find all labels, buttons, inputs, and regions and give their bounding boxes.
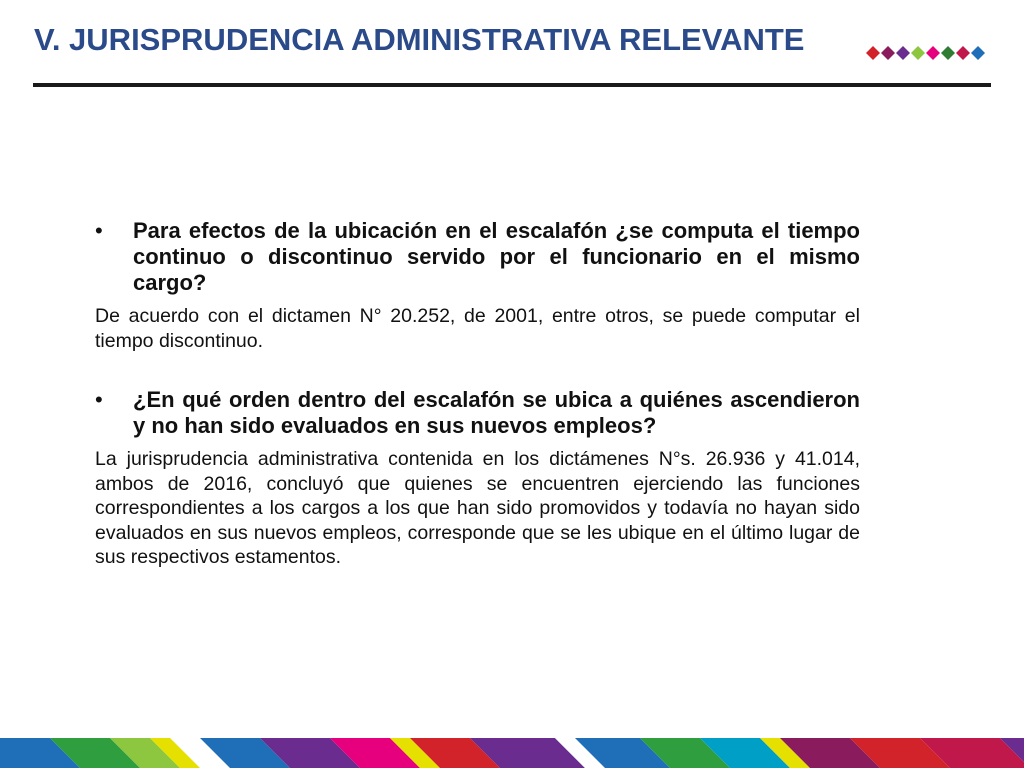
answer-1: De acuerdo con el dictamen N° 20.252, de 2001, entre otros, se puede computar el tiempo discontinuo. bbox=[95, 305, 860, 352]
bullet-item-2 bbox=[95, 387, 860, 439]
question-2: ¿En qué orden dentro del escalafón se ubica a quiénes ascendieron y no han sido evaluados en sus nuevos empleos? bbox=[133, 387, 860, 438]
slide-content bbox=[95, 218, 860, 570]
diamond-mark bbox=[926, 46, 940, 60]
answer-2: La jurisprudencia administrativa contenida en los dictámenes N°s. 26.936 y 41.014, ambos de 2016, concluyó que quienes se encuentren ejerciendo las funciones correspondientes a los cargos a los que han sido promovidos y todavía no hayan sido evaluados en sus nuevos empleos, corresponde que se les ubique en el último lugar de sus respectivos estamentos. bbox=[95, 448, 860, 568]
decorative-diamonds bbox=[866, 43, 992, 63]
question-1: Para efectos de la ubicación en el escalafón ¿se computa el tiempo continuo o discontinuo servido por el funcionario en el mismo cargo? bbox=[133, 218, 860, 295]
diamond-mark bbox=[866, 46, 880, 60]
bullet-icon: • bbox=[95, 218, 103, 243]
title-underline bbox=[33, 83, 991, 87]
diamond-mark bbox=[956, 46, 970, 60]
slide-title: V. JURISPRUDENCIA ADMINISTRATIVA RELEVANTE bbox=[34, 22, 805, 57]
diamond-mark bbox=[971, 46, 985, 60]
bullet-item-1 bbox=[95, 218, 860, 296]
diamond-mark bbox=[911, 46, 925, 60]
diamond-mark bbox=[941, 46, 955, 60]
footer-decorative-band bbox=[0, 738, 1024, 768]
diamond-mark bbox=[896, 46, 910, 60]
bullet-icon: • bbox=[95, 387, 103, 412]
diamond-mark bbox=[881, 46, 895, 60]
